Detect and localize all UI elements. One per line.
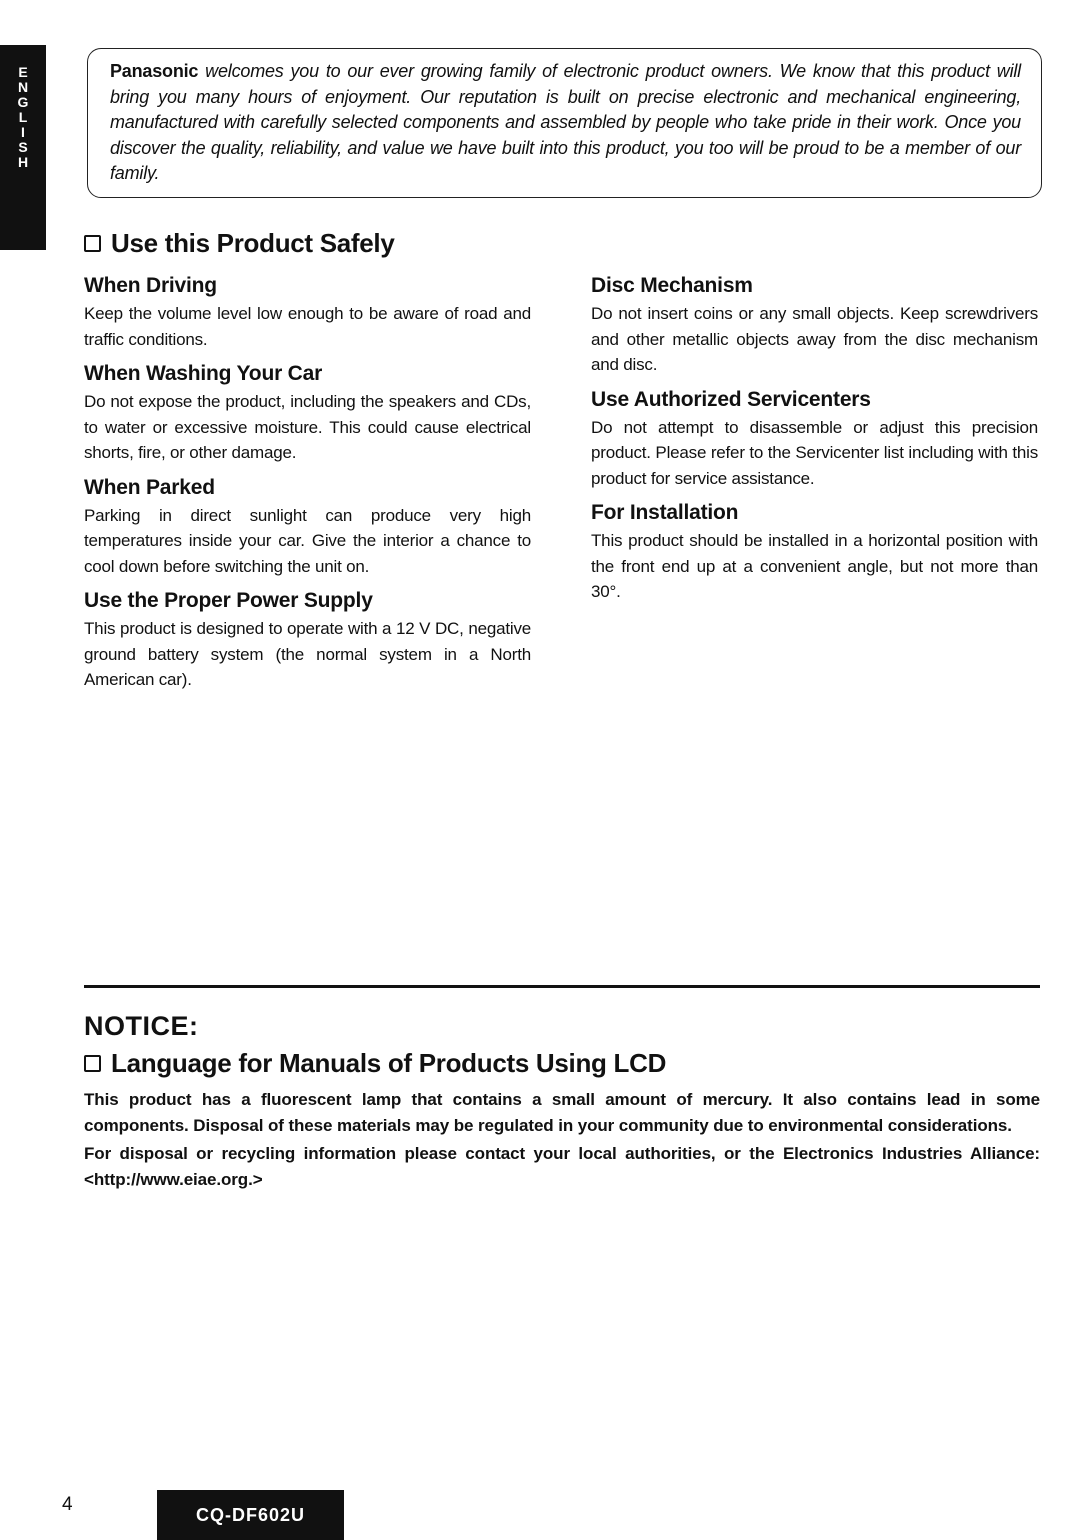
notice-paragraph: For disposal or recycling information please contact your local authorities, or the Electronics Industries Alliance: <http://www.eiae.org.> [84,1144,1040,1189]
safety-item [591,499,1038,605]
language-letter: H [17,154,29,170]
notice-heading: NOTICE: [84,1011,199,1041]
checkbox-square-icon [84,1055,101,1072]
safety-item [84,360,531,466]
page-number: 4 [62,1494,73,1515]
safety-item-heading: For Installation [591,501,739,524]
safety-item-body: Parking in direct sunlight can produce very high temperatures inside your car. Give the interior a chance to cool down before switching the unit on. [84,505,531,576]
language-letter: I [21,124,25,140]
safety-item-heading: Disc Mechanism [591,274,753,297]
safety-item [84,272,531,352]
safety-item-body: Do not insert coins or any small objects. Keep screwdrivers and other metallic objects away from the disc mechanism and disc. [591,304,1038,374]
language-letter: G [17,94,29,110]
welcome-text: welcomes you to our ever growing family of electronic product owners. We know that this product will bring you many hours of enjoyment. Our reputation is built on precise electronic and mechanical engineering, manufactured with carefully selected components and assembled by people who take pride in their work. Once you discover the quality, reliability, and value we have built into this product, you too will be proud to be a member of our family. [110,61,1021,183]
safety-item-heading: Use the Proper Power Supply [84,589,373,612]
language-letter: S [18,139,28,155]
safety-item-body: This product is designed to operate with a 12 V DC, negative ground battery system (the normal system in a North American car). [84,619,531,689]
safety-item-body: Keep the volume level low enough to be aware of road and traffic conditions. [84,304,531,349]
safety-item-body: This product should be installed in a horizontal position with the front end up at a convenient angle, but not more than 30°. [591,531,1038,601]
notice-title-text: Language for Manuals of Products Using LCD [111,1048,667,1078]
checkbox-square-icon [84,235,101,252]
brand-name: Panasonic [110,61,199,81]
safety-right-column [591,272,1038,613]
section-divider [84,985,1040,988]
safety-item-heading: Use Authorized Servicenters [591,387,871,411]
welcome-box [87,48,1042,198]
model-number: CQ-DF602U [195,1504,306,1525]
safety-item-heading: When Driving [84,274,217,297]
safety-title-text: Use this Product Safely [111,228,395,258]
safety-item-heading: When Washing Your Car [84,362,323,385]
safety-item [591,272,1038,378]
notice-section-title [84,1048,666,1079]
language-letter: E [18,64,28,80]
notice-body [84,1087,1040,1195]
model-number-tab [157,1490,344,1540]
safety-left-column [84,272,531,701]
safety-item [84,474,531,580]
safety-item-body: Do not expose the product, including the speakers and CDs, to water or excessive moisture. This could cause electrical shorts, fire, or other damage. [84,392,531,462]
language-tab [0,45,46,250]
safety-item-body: Do not attempt to disassemble or adjust this precision product. Please refer to the Servicenter list including with this product for service assistance. [591,417,1038,488]
notice-paragraph: This product has a fluorescent lamp that contains a small amount of mercury. It also contains lead in some components. Disposal of these materials may be regulated in your community due to environmental considerations. [84,1090,1040,1135]
language-letter: L [18,109,28,125]
language-letter: N [17,79,29,95]
safety-item [84,587,531,693]
safety-item [591,386,1038,492]
safety-item-heading: When Parked [84,475,215,499]
safety-section-title [84,228,395,259]
